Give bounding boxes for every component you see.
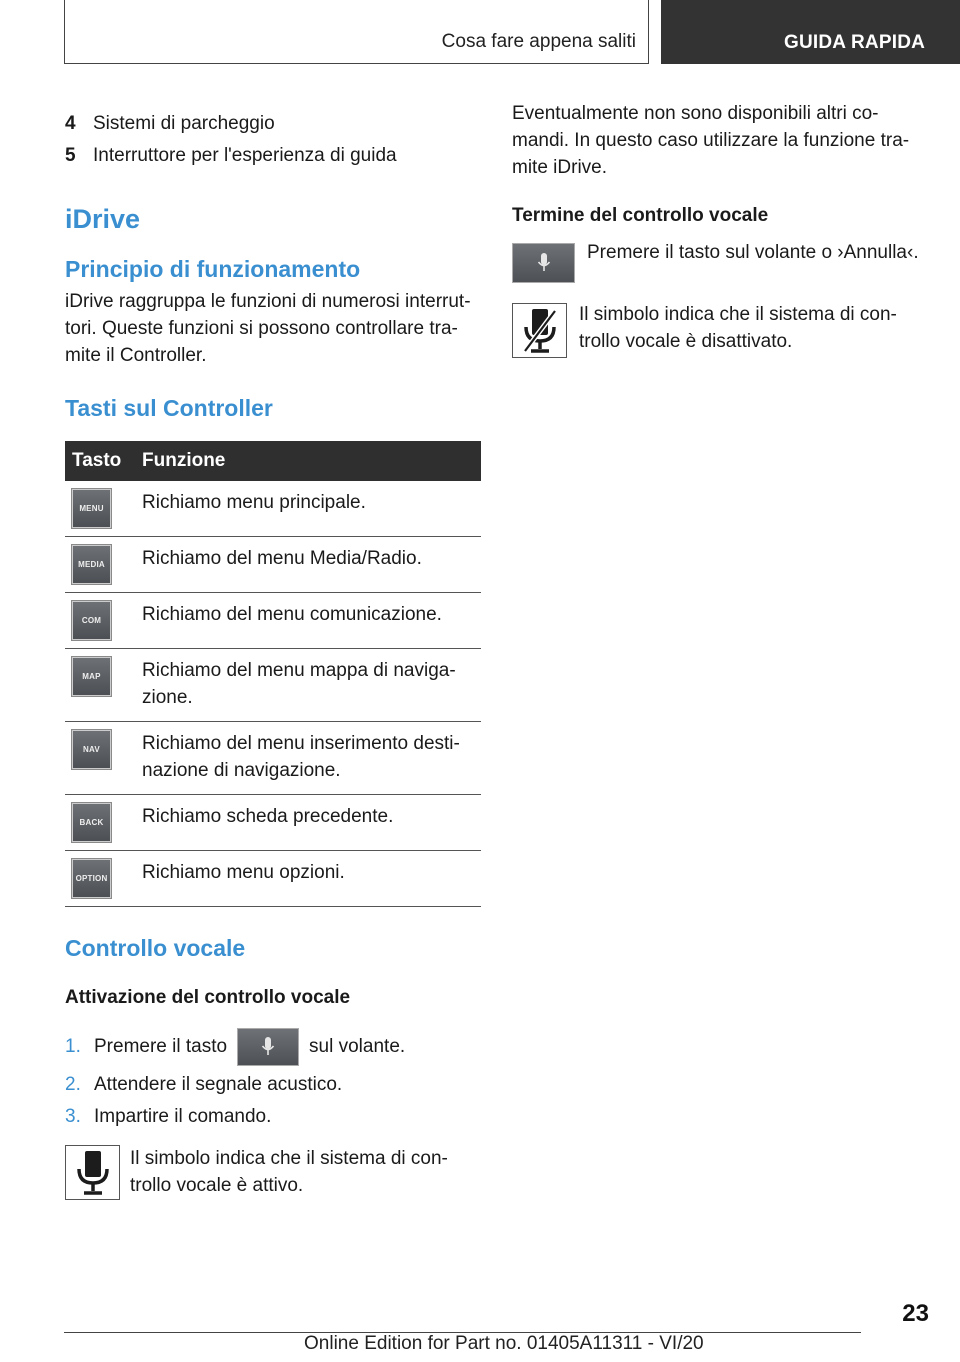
microphone-button-icon — [512, 243, 575, 283]
function-text: Richiamo menu principale. — [135, 481, 481, 537]
col-header-key: Tasto — [65, 441, 135, 481]
voice-disabled-text: Il simbolo indica che il sistema di con‐ trollo vocale è disattivato. — [579, 304, 897, 352]
function-text: Richiamo del menu mappa di naviga‐ zione. — [135, 649, 481, 722]
idrive-heading: iDrive — [65, 204, 141, 234]
right-column — [512, 100, 922, 358]
voice-end-text: Premere il tasto sul volante o ›Annulla‹. — [587, 242, 919, 263]
list-item — [65, 1069, 481, 1101]
voice-control-heading: Controllo vocale — [65, 935, 246, 961]
microphone-muted-icon — [512, 303, 567, 358]
activation-steps — [65, 1025, 481, 1133]
table-row — [65, 722, 481, 795]
step-text-before: Premere il tasto — [94, 1036, 228, 1057]
function-text: Richiamo del menu Media/Radio. — [135, 537, 481, 593]
controller-heading: Tasti sul Controller — [65, 395, 273, 421]
item-number: 4 — [65, 113, 76, 134]
list-item — [65, 1101, 481, 1133]
item-number: 5 — [65, 145, 76, 166]
item-text: Interruttore per l'esperienza di guida — [93, 145, 397, 166]
header-section-title: Cosa fare appena saliti — [441, 31, 636, 52]
principle-heading: Principio di funzionamento — [65, 256, 361, 282]
function-text: Richiamo del menu comunicazione. — [135, 593, 481, 649]
right-intro-text: Eventualmente non sono disponibili altri co‐ mandi. In questo caso utilizzare la funzione tra‐ mite iDrive. — [512, 103, 910, 178]
table-row — [65, 481, 481, 537]
step-number: 1. — [65, 1036, 81, 1057]
table-row — [65, 537, 481, 593]
numbered-item — [65, 140, 481, 172]
function-text: Richiamo del menu inserimento desti‐ nazione di navigazione. — [135, 722, 481, 795]
list-item — [65, 1025, 481, 1069]
voice-end-row — [512, 243, 922, 283]
step-text-after: sul volante. — [309, 1036, 406, 1057]
step-number: 2. — [65, 1074, 81, 1095]
page-number: 23 — [902, 1300, 929, 1327]
function-text: Richiamo scheda precedente. — [135, 795, 481, 851]
table-header-row — [65, 441, 481, 481]
com-key-icon: COM — [72, 601, 111, 640]
map-key-icon: MAP — [72, 657, 111, 696]
function-text: Richiamo menu opzioni. — [135, 851, 481, 907]
table-row — [65, 593, 481, 649]
option-key-icon: OPTION — [72, 859, 111, 898]
voice-end-heading: Termine del controllo vocale — [512, 205, 769, 226]
microphone-active-icon — [65, 1145, 120, 1200]
header-chapter-label: GUIDA RAPIDA — [784, 32, 926, 53]
principle-text: iDrive raggruppa le funzioni di numerosi interrut‐ tori. Queste funzioni si possono controllare tra‐ mite il Controller. — [65, 291, 471, 366]
menu-key-icon: MENU — [72, 489, 111, 528]
voice-activation-heading: Attivazione del controllo vocale — [65, 987, 351, 1008]
nav-key-icon: NAV — [72, 730, 111, 769]
left-column — [65, 108, 481, 1200]
voice-active-text: Il simbolo indica che il sistema di con‐ trollo vocale è attivo. — [130, 1148, 448, 1196]
media-key-icon: MEDIA — [72, 545, 111, 584]
footer-edition-text: Online Edition for Part no. 01405A11311 - VI/20 — [304, 1333, 704, 1354]
controller-keys-table — [65, 441, 481, 907]
header-section-box — [64, 0, 649, 64]
col-header-function: Funzione — [135, 441, 481, 481]
header-chapter-tab[interactable] — [661, 0, 960, 64]
table-row — [65, 851, 481, 907]
back-key-icon: BACK — [72, 803, 111, 842]
step-text: Attendere il segnale acustico. — [94, 1074, 343, 1095]
microphone-button-icon — [237, 1028, 299, 1066]
step-number: 3. — [65, 1106, 81, 1127]
numbered-item — [65, 108, 481, 140]
table-row — [65, 649, 481, 722]
item-text: Sistemi di parcheggio — [93, 113, 275, 134]
voice-active-symbol-row — [65, 1145, 481, 1200]
table-row — [65, 795, 481, 851]
voice-disabled-symbol-row — [512, 303, 922, 358]
step-text: Impartire il comando. — [94, 1106, 272, 1127]
